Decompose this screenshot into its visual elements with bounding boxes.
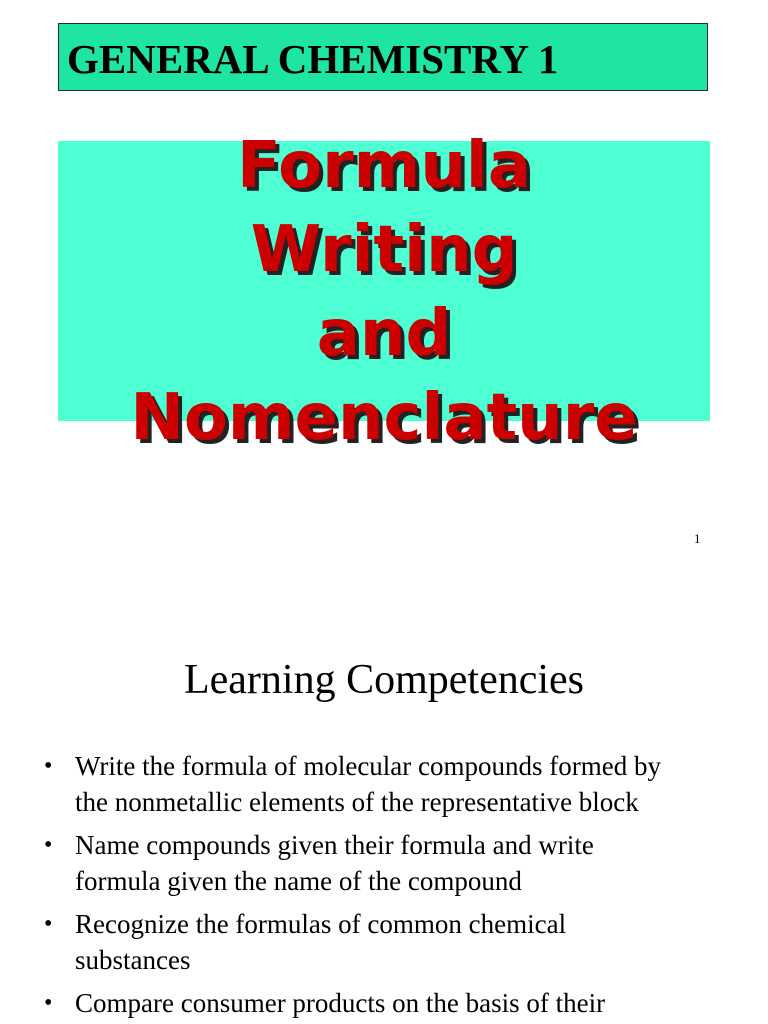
- slide-title-line: Formula: [236, 129, 532, 203]
- competency-item: [44, 748, 744, 820]
- competency-list: [44, 748, 744, 1024]
- slide-title: [0, 124, 768, 460]
- competency-item: [44, 985, 744, 1021]
- competency-item: [44, 906, 744, 978]
- page-number: 1: [694, 531, 701, 546]
- bullet-icon: •: [44, 753, 53, 779]
- bullet-icon: •: [44, 911, 53, 937]
- competency-item: [44, 827, 744, 899]
- competency-text: formula given the name of the compound: [75, 866, 522, 896]
- slide-title-line: and: [316, 297, 452, 371]
- competency-text: the nonmetallic elements of the representative block: [75, 787, 639, 817]
- course-title: GENERAL CHEMISTRY 1: [67, 36, 559, 82]
- bullet-icon: •: [44, 990, 53, 1016]
- competency-text: Name compounds given their formula and write: [75, 830, 594, 860]
- course-header-box: [58, 23, 708, 91]
- section-heading: Learning Competencies: [183, 657, 585, 703]
- competency-text: substances: [75, 945, 191, 975]
- slide-title-line: Nomenclature: [130, 381, 638, 455]
- competency-text: Recognize the formulas of common chemical: [75, 909, 567, 939]
- bullet-icon: •: [44, 832, 53, 858]
- slide-title-line: Writing: [250, 213, 518, 287]
- competency-text: Compare consumer products on the basis of their: [75, 988, 606, 1018]
- competency-text: Write the formula of molecular compounds formed by: [75, 751, 661, 781]
